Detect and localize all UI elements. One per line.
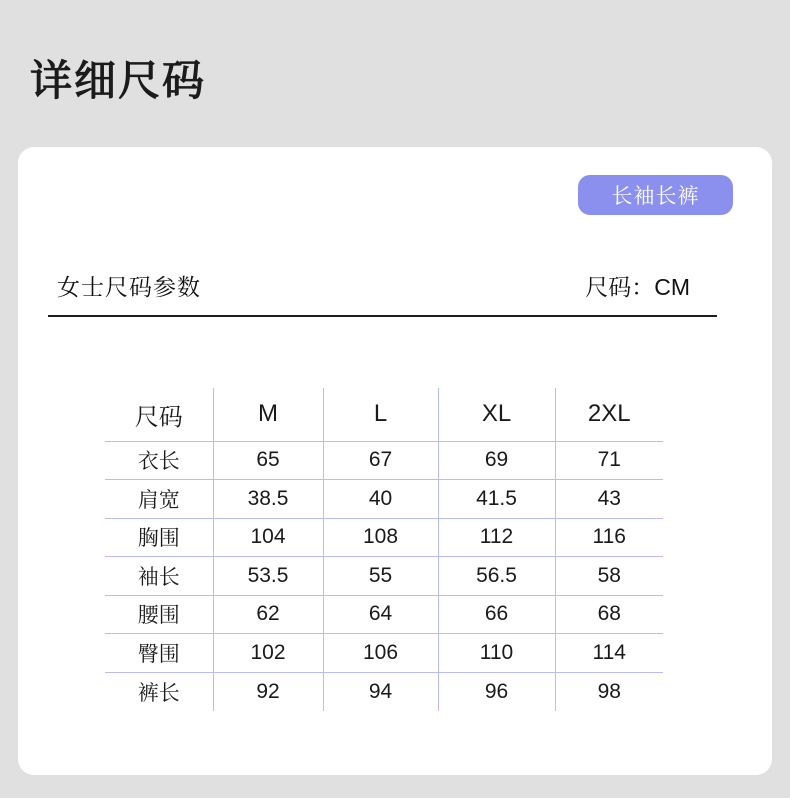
size-table-header-row [105,388,663,441]
size-row-label: 腰围 [105,595,213,634]
size-value-cell: 114 [555,634,663,673]
size-value-cell: 38.5 [213,480,323,519]
size-table-row [105,634,663,673]
size-row-label: 臀围 [105,634,213,673]
size-table-row [105,480,663,519]
size-row-label: 胸围 [105,518,213,557]
size-value-cell: 116 [555,518,663,557]
size-value-cell: 53.5 [213,557,323,596]
section-title: 女士尺码参数 [57,274,201,300]
size-row-label: 裤长 [105,672,213,711]
size-value-cell: 69 [438,441,555,480]
size-table-row [105,518,663,557]
size-table-column-header: M [213,388,323,441]
unit-label: 尺码：CM [585,274,690,300]
size-value-cell: 102 [213,634,323,673]
size-value-cell: 68 [555,595,663,634]
size-value-cell: 98 [555,672,663,711]
size-value-cell: 56.5 [438,557,555,596]
size-value-cell: 55 [323,557,438,596]
size-value-cell: 40 [323,480,438,519]
size-table-row [105,672,663,711]
size-value-cell: 65 [213,441,323,480]
size-table-column-header: 2XL [555,388,663,441]
size-value-cell: 62 [213,595,323,634]
size-value-cell: 67 [323,441,438,480]
size-value-cell: 112 [438,518,555,557]
size-table-row [105,595,663,634]
size-value-cell: 96 [438,672,555,711]
section-header [57,269,690,302]
size-table-row [105,557,663,596]
size-value-cell: 106 [323,634,438,673]
size-row-label: 肩宽 [105,480,213,519]
size-info-card [18,147,772,775]
size-value-cell: 41.5 [438,480,555,519]
size-value-cell: 94 [323,672,438,711]
size-table-column-header: L [323,388,438,441]
size-value-cell: 104 [213,518,323,557]
size-value-cell: 43 [555,480,663,519]
size-value-cell: 66 [438,595,555,634]
size-row-label: 袖长 [105,557,213,596]
size-table [105,388,663,711]
page-title: 详细尺码 [30,57,207,104]
size-value-cell: 58 [555,557,663,596]
size-value-cell: 71 [555,441,663,480]
size-row-label: 衣长 [105,441,213,480]
size-value-cell: 108 [323,518,438,557]
section-divider [48,315,717,317]
size-value-cell: 92 [213,672,323,711]
garment-type-badge[interactable]: 长袖长裤 [578,175,733,215]
size-value-cell: 110 [438,634,555,673]
size-value-cell: 64 [323,595,438,634]
size-table-corner-header: 尺码 [105,388,213,441]
size-table-row [105,441,663,480]
size-table-column-header: XL [438,388,555,441]
